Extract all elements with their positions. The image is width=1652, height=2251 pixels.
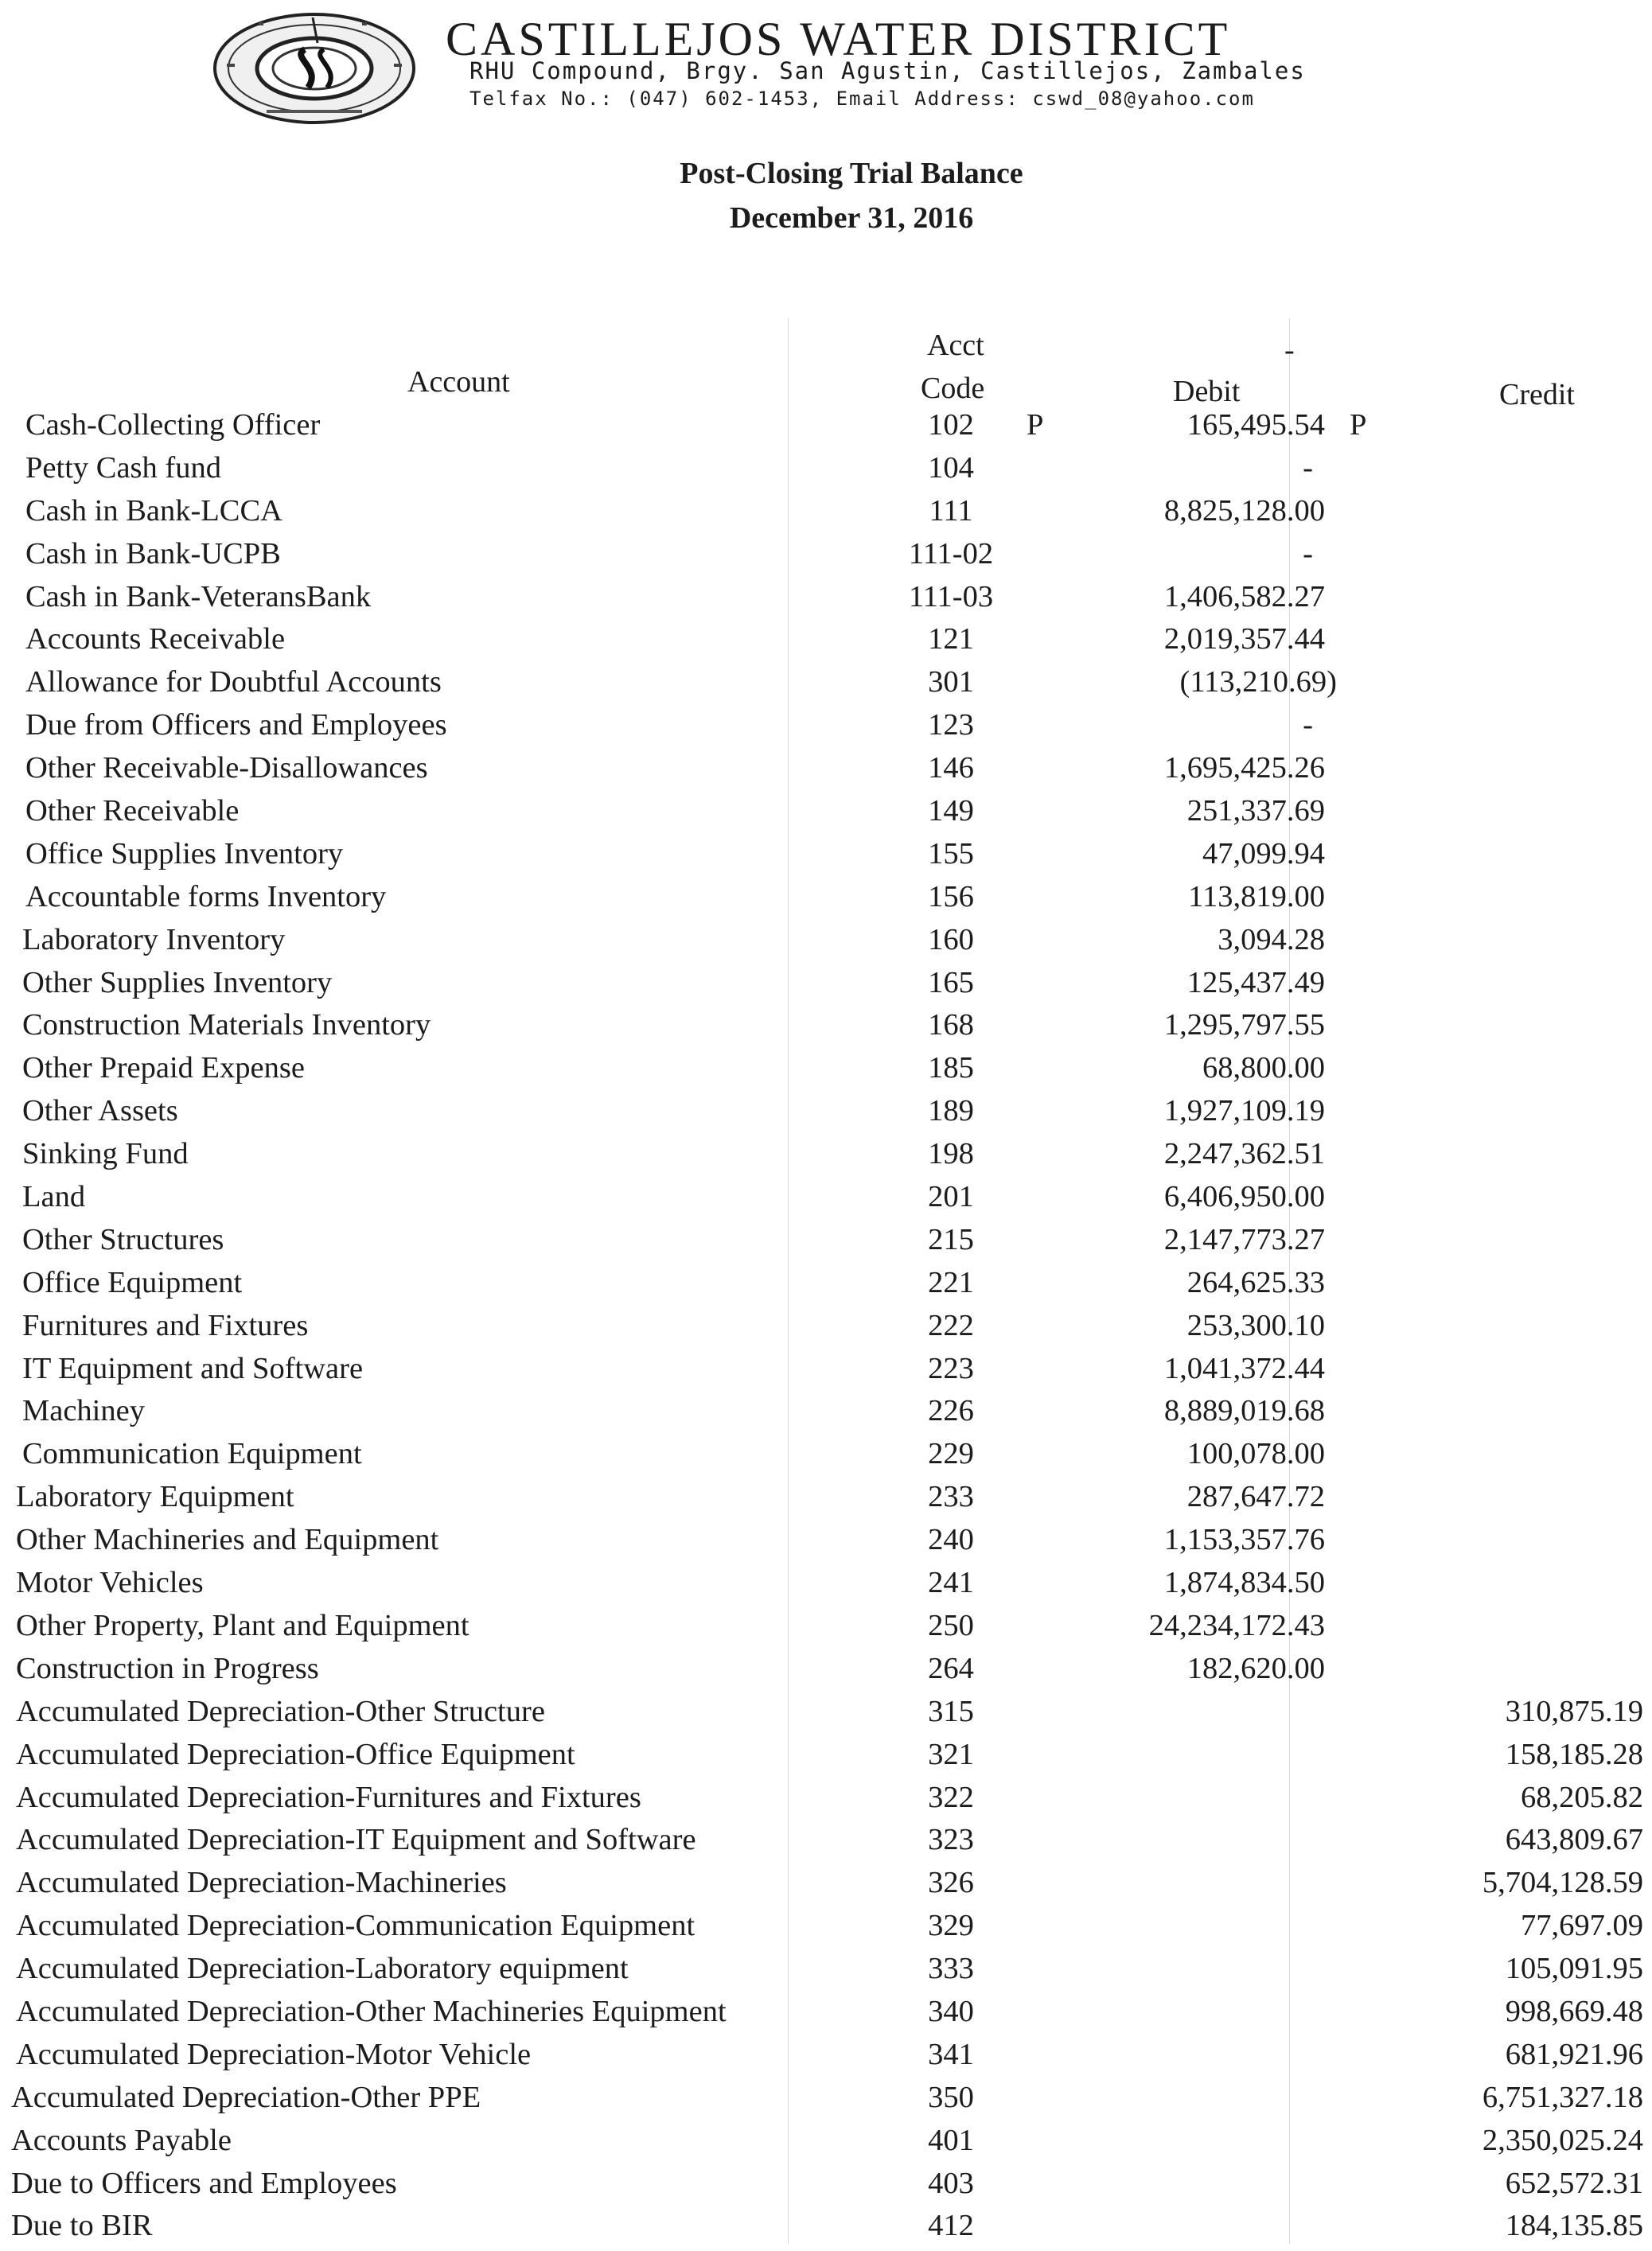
trial-balance-table (0, 407, 1652, 2251)
debit-amount: 47,099.94 (1202, 836, 1325, 870)
account-code: 121 (928, 622, 974, 656)
table-row (0, 1093, 1652, 1136)
account-name: Laboratory Equipment (16, 1480, 294, 1514)
account-code: 189 (928, 1094, 974, 1128)
table-row (0, 836, 1652, 879)
account-name: Communication Equipment (22, 1437, 362, 1471)
table-row (0, 1265, 1652, 1308)
account-code: 156 (928, 879, 974, 913)
account-code: 155 (928, 836, 974, 870)
account-code: 412 (928, 2209, 974, 2243)
table-row (0, 1994, 1652, 2037)
account-name: Due to Officers and Employees (11, 2166, 397, 2200)
account-name: Other Supplies Inventory (22, 965, 333, 999)
debit-amount: 24,234,172.43 (1148, 1608, 1325, 1642)
account-code: 264 (928, 1651, 974, 1685)
table-row (0, 750, 1652, 793)
account-code: 123 (928, 708, 974, 742)
account-code: 165 (928, 965, 974, 999)
table-row (0, 2208, 1652, 2251)
account-name: Accumulated Depreciation-Other Structure (16, 1694, 545, 1728)
account-name: Furnitures and Fixtures (22, 1308, 309, 1342)
table-row (0, 1179, 1652, 1222)
water-district-seal-logo (211, 11, 418, 127)
account-code: 198 (928, 1137, 974, 1171)
table-row (0, 493, 1652, 536)
account-name: Cash in Bank-LCCA (25, 493, 282, 528)
debit-amount: 1,927,109.19 (1163, 1094, 1325, 1128)
debit-amount: 125,437.49 (1186, 965, 1325, 999)
table-row (0, 1522, 1652, 1565)
debit-amount: 1,295,797.55 (1163, 1008, 1325, 1042)
letterhead-address: RHU Compound, Brgy. San Agustin, Castillejos, Zambales (469, 57, 1306, 84)
table-row (0, 1737, 1652, 1780)
debit-amount: 182,620.00 (1186, 1651, 1325, 1685)
account-code: 201 (928, 1180, 974, 1214)
table-row (0, 965, 1652, 1008)
account-name: Accumulated Depreciation-Office Equipment (16, 1737, 575, 1771)
account-code: 233 (928, 1480, 974, 1514)
letterhead-contact: Telfax No.: (047) 602-1453, Email Address: cswd_08@yahoo.com (469, 88, 1255, 110)
account-name: Accumulated Depreciation-Laboratory equipment (16, 1952, 629, 1986)
debit-amount: 253,300.10 (1186, 1308, 1325, 1342)
credit-amount: 5,704,128.59 (1482, 1866, 1643, 1900)
debit-amount: 1,695,425.26 (1163, 751, 1325, 785)
account-code: 321 (928, 1737, 974, 1771)
account-code: 111-02 (908, 536, 994, 571)
credit-amount: 643,809.67 (1505, 1823, 1643, 1857)
table-row (0, 879, 1652, 922)
table-row (0, 1651, 1652, 1694)
peso-sign: P (1027, 408, 1044, 442)
credit-amount: 310,875.19 (1505, 1694, 1643, 1728)
table-row (0, 1608, 1652, 1651)
account-name: Accumulated Depreciation-Furnitures and Fixtures (16, 1780, 641, 1814)
account-code: 323 (928, 1823, 974, 1857)
account-name: Accumulated Depreciation-Motor Vehicle (16, 2037, 532, 2071)
table-row (0, 1780, 1652, 1823)
table-row (0, 664, 1652, 707)
account-code: 168 (928, 1008, 974, 1042)
account-name: Allowance for Doubtful Accounts (25, 665, 442, 699)
table-row (0, 407, 1652, 450)
account-name: Cash in Bank-UCPB (25, 536, 281, 571)
account-code: 111-03 (908, 579, 994, 613)
table-row (0, 1479, 1652, 1522)
debit-amount: 1,874,834.50 (1163, 1566, 1325, 1600)
account-code: 229 (928, 1437, 974, 1471)
account-code: 322 (928, 1780, 974, 1814)
header-dash: - (1284, 333, 1295, 367)
table-row (0, 1050, 1652, 1093)
account-name: Accounts Payable (11, 2123, 232, 2157)
credit-amount: 998,669.48 (1505, 1994, 1643, 2028)
table-row (0, 579, 1652, 622)
table-row (0, 2166, 1652, 2209)
account-code: 350 (928, 2080, 974, 2114)
peso-sign: P (1350, 408, 1367, 442)
account-name: Office Equipment (22, 1265, 243, 1299)
column-header-code: Code (921, 372, 985, 405)
debit-amount: 264,625.33 (1186, 1265, 1325, 1299)
account-code: 222 (928, 1308, 974, 1342)
table-row (0, 1136, 1652, 1179)
table-row (0, 1308, 1652, 1351)
debit-amount: 1,153,357.76 (1163, 1523, 1325, 1557)
account-code: 403 (928, 2166, 974, 2200)
table-row (0, 1865, 1652, 1908)
account-code: 250 (928, 1608, 974, 1642)
account-name: Accumulated Depreciation-IT Equipment and Software (16, 1823, 696, 1857)
account-code: 221 (928, 1265, 974, 1299)
account-code: 104 (928, 450, 974, 485)
table-row (0, 1908, 1652, 1951)
account-code: 333 (928, 1952, 974, 1986)
credit-amount: 105,091.95 (1505, 1952, 1643, 1986)
account-code: 160 (928, 922, 974, 956)
table-row (0, 1951, 1652, 1994)
table-row (0, 922, 1652, 965)
debit-amount: 165,495.54 (1186, 408, 1325, 442)
table-row (0, 1565, 1652, 1608)
account-name: Due to BIR (11, 2209, 153, 2243)
debit-amount: 8,825,128.00 (1163, 493, 1325, 528)
account-name: Other Receivable-Disallowances (25, 751, 428, 785)
debit-amount: (113,210.69) (1179, 665, 1337, 699)
account-code: 341 (928, 2037, 974, 2071)
account-code: 315 (928, 1694, 974, 1728)
account-name: Accountable forms Inventory (25, 879, 387, 913)
debit-amount: 100,078.00 (1186, 1437, 1325, 1471)
account-code: 223 (928, 1351, 974, 1385)
account-name: Land (22, 1180, 86, 1214)
debit-amount: 1,041,372.44 (1163, 1351, 1325, 1385)
account-code: 146 (928, 751, 974, 785)
credit-amount: 6,751,327.18 (1482, 2080, 1643, 2114)
debit-amount: 8,889,019.68 (1163, 1394, 1325, 1428)
debit-amount: 2,147,773.27 (1163, 1222, 1325, 1256)
account-name: IT Equipment and Software (22, 1351, 364, 1385)
table-row (0, 2037, 1652, 2080)
account-name: Construction Materials Inventory (22, 1008, 431, 1042)
debit-amount: - (1303, 708, 1313, 742)
account-name: Sinking Fund (22, 1137, 189, 1171)
debit-amount: - (1303, 450, 1313, 485)
credit-amount: 158,185.28 (1505, 1737, 1643, 1771)
account-name: Other Receivable (25, 794, 240, 828)
column-header-debit: Debit (1173, 375, 1241, 408)
account-code: 241 (928, 1566, 974, 1600)
credit-amount: 2,350,025.24 (1482, 2123, 1643, 2157)
table-row (0, 536, 1652, 579)
table-row (0, 1393, 1652, 1436)
account-code: 240 (928, 1523, 974, 1557)
account-name: Accumulated Depreciation-Communication Equipment (16, 1909, 695, 1943)
table-row (0, 2080, 1652, 2123)
account-name: Due from Officers and Employees (25, 708, 447, 742)
debit-amount: 68,800.00 (1202, 1051, 1325, 1085)
column-header-account: Account (407, 365, 510, 399)
debit-amount: 1,406,582.27 (1163, 579, 1325, 613)
table-row (0, 1822, 1652, 1865)
table-row (0, 793, 1652, 836)
credit-amount: 652,572.31 (1505, 2166, 1643, 2200)
report-title: Post-Closing Trial Balance (680, 157, 1023, 190)
account-code: 149 (928, 794, 974, 828)
letterhead-organization-name: CASTILLEJOS WATER DISTRICT (446, 13, 1231, 65)
account-name: Machiney (22, 1394, 145, 1428)
credit-amount: 68,205.82 (1521, 1780, 1643, 1814)
table-row (0, 707, 1652, 750)
column-header-acct: Acct (927, 329, 984, 362)
account-name: Other Assets (22, 1094, 178, 1128)
credit-amount: 77,697.09 (1521, 1909, 1643, 1943)
debit-amount: 287,647.72 (1186, 1480, 1325, 1514)
account-name: Motor Vehicles (16, 1566, 204, 1600)
account-name: Other Structures (22, 1222, 224, 1256)
account-name: Other Machineries and Equipment (16, 1523, 439, 1557)
account-code: 111 (929, 493, 973, 528)
debit-amount: 3,094.28 (1218, 922, 1325, 956)
column-header-credit: Credit (1499, 378, 1575, 411)
account-name: Accumulated Depreciation-Machineries (16, 1866, 507, 1900)
table-row (0, 1694, 1652, 1737)
account-code: 185 (928, 1051, 974, 1085)
seal-icon (211, 11, 418, 127)
account-code: 301 (928, 665, 974, 699)
debit-amount: 113,819.00 (1188, 879, 1325, 913)
account-name: Construction in Progress (16, 1651, 319, 1685)
account-code: 340 (928, 1994, 974, 2028)
debit-amount: 2,247,362.51 (1163, 1137, 1325, 1171)
credit-amount: 184,135.85 (1505, 2209, 1643, 2243)
account-name: Office Supplies Inventory (25, 836, 344, 870)
debit-amount: 2,019,357.44 (1163, 622, 1325, 656)
table-row (0, 1351, 1652, 1394)
account-name: Accumulated Depreciation-Other Machineries Equipment (16, 1994, 727, 2028)
account-name: Laboratory Inventory (22, 922, 286, 956)
account-code: 329 (928, 1909, 974, 1943)
account-name: Cash-Collecting Officer (25, 408, 321, 442)
debit-amount: 251,337.69 (1186, 794, 1325, 828)
account-code: 326 (928, 1866, 974, 1900)
account-name: Cash in Bank-VeteransBank (25, 579, 372, 613)
table-row (0, 1436, 1652, 1479)
account-name: Other Prepaid Expense (22, 1051, 305, 1085)
table-row (0, 1007, 1652, 1050)
account-code: 226 (928, 1394, 974, 1428)
account-code: 215 (928, 1222, 974, 1256)
account-name: Other Property, Plant and Equipment (16, 1608, 469, 1642)
report-date: December 31, 2016 (729, 201, 974, 235)
table-row (0, 450, 1652, 493)
account-name: Accounts Receivable (25, 622, 286, 656)
debit-amount: - (1303, 536, 1313, 571)
table-row (0, 2123, 1652, 2166)
credit-amount: 681,921.96 (1505, 2037, 1643, 2071)
account-name: Petty Cash fund (25, 450, 221, 485)
table-row (0, 621, 1652, 664)
debit-amount: 6,406,950.00 (1163, 1180, 1325, 1214)
account-code: 102 (928, 408, 974, 442)
table-row (0, 1222, 1652, 1265)
account-code: 401 (928, 2123, 974, 2157)
account-name: Accumulated Depreciation-Other PPE (11, 2080, 481, 2114)
